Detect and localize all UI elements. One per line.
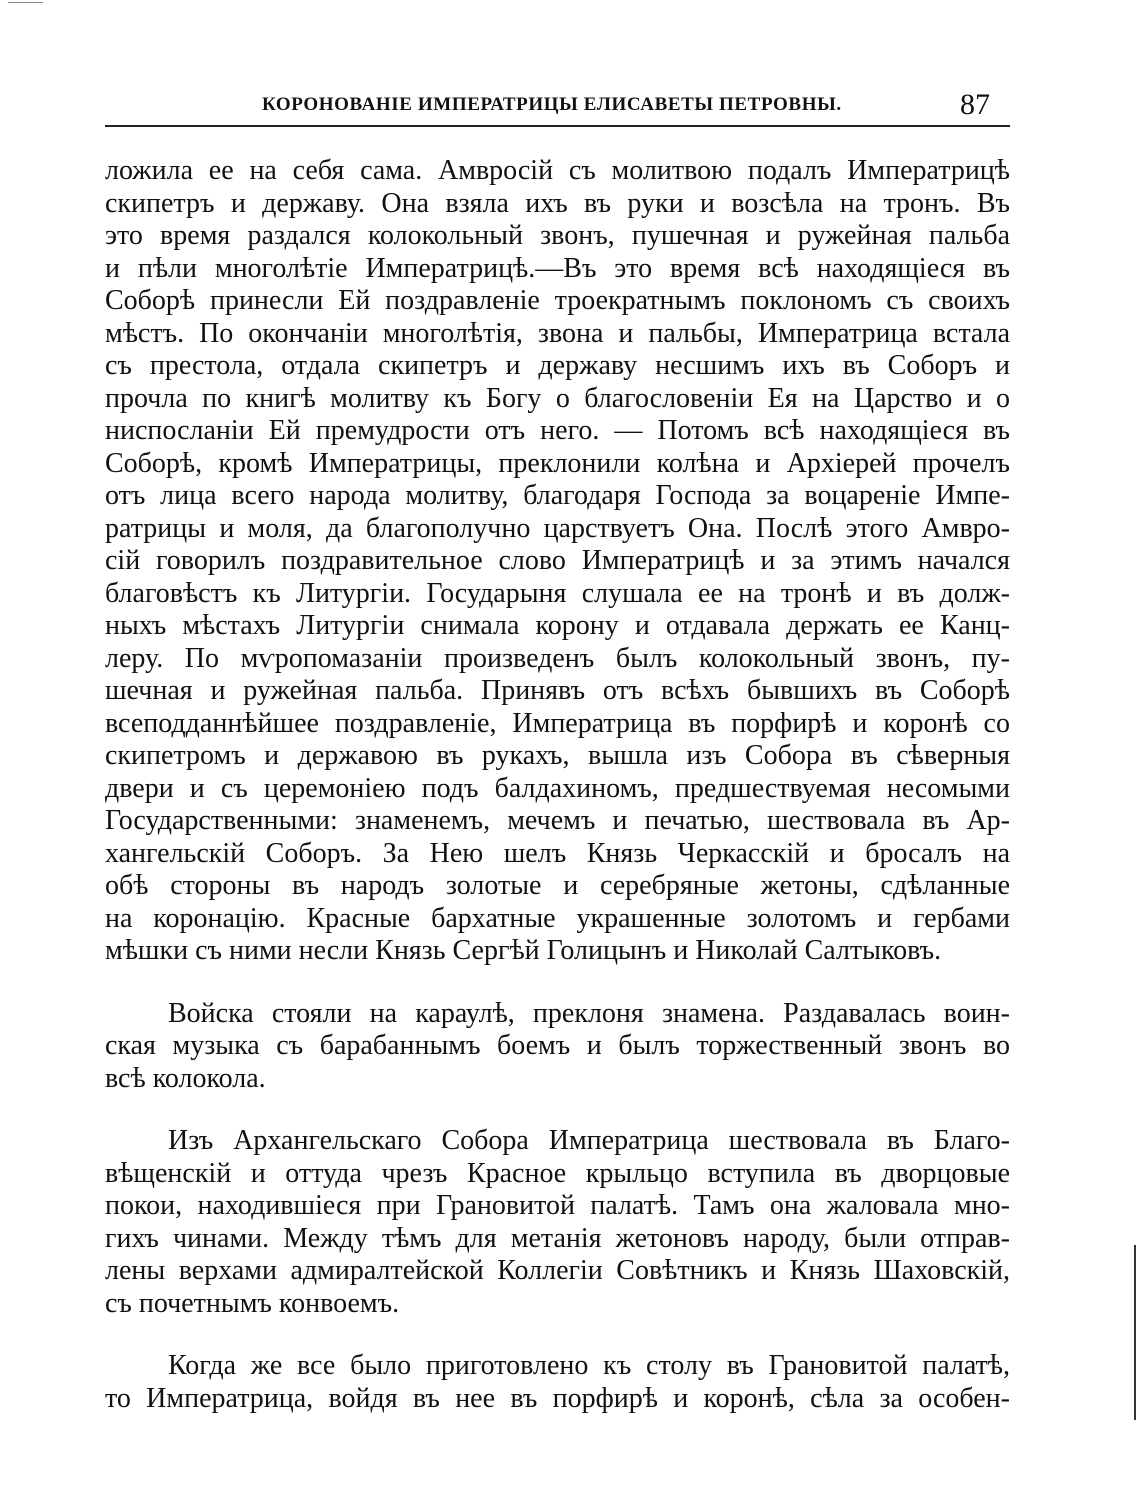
text-line: Соборѣ принесли Ей поздравленіе троекратнымъ поклономъ съ своихъ [105, 285, 1010, 316]
text-line: съ почетнымъ конвоемъ. [105, 1287, 400, 1319]
text-line: скипетръ и державу. Она взяла ихъ въ руки и возсѣла на тронъ. Въ [105, 187, 1010, 219]
text-line: ложила ее на себя сама. Амвросій съ молитвою подалъ Императрицѣ [105, 155, 1010, 186]
paragraph-gap [105, 968, 1010, 998]
running-title: КОРОНОВАНІЕ ИМПЕРАТРИЦЫ ЕЛИСАВЕТЫ ПЕТРОВНЫ. [262, 94, 842, 115]
paragraph [105, 1125, 1010, 1320]
text-line: ская музыка съ барабаннымъ боемъ и былъ торжественный звонъ во [105, 1030, 1010, 1061]
text-line: и пѣли многолѣтіе Императрицѣ.—Въ это время всѣ находящіеся въ [105, 252, 1010, 284]
text-line: вѣщенскій и оттуда чрезъ Красное крыльцо вступила въ дворцовые [105, 1157, 1010, 1189]
text-line: то Императрица, войдя въ нее въ порфирѣ и коронѣ, сѣла за особен- [105, 1382, 1010, 1414]
text-line: благовѣстъ къ Литургіи. Государыня слушала ее на тронѣ и въ долж- [105, 577, 1010, 609]
paragraph-gap [105, 1320, 1010, 1350]
text-line: Изъ Архангельскаго Собора Императрица шествовала въ Благо- [168, 1125, 1010, 1156]
text-line: Соборѣ, кромѣ Императрицы, преклонили колѣна и Архіерей прочелъ [105, 447, 1010, 479]
paragraph [105, 998, 1010, 1096]
paragraph-gap [105, 1095, 1010, 1125]
text-line: ратрицы и моля, да благополучно царствуетъ Она. Послѣ этого Амвро- [105, 512, 1010, 544]
text-line: покои, находившіеся при Грановитой палатѣ. Тамъ она жаловала мно- [105, 1190, 1010, 1221]
text-line: отъ лица всего народа молитву, благодаря Господа за воцареніе Импе- [105, 480, 1010, 511]
page-number: 87 [960, 88, 990, 121]
text-line: это время раздался колокольный звонъ, пушечная и ружейная пальба [105, 220, 1010, 251]
text-line: на коронацію. Красные бархатные украшенные золотомъ и гербами [105, 902, 1010, 934]
page-header [105, 88, 1010, 124]
text-line: прочла по книгѣ молитву къ Богу о благословеніи Ея на Царство и о [105, 382, 1010, 414]
paragraph [105, 155, 1010, 968]
text-line: съ престола, отдала скипетръ и державу несшимъ ихъ въ Соборъ и [105, 350, 1010, 381]
page-edge-shadow [1134, 1245, 1136, 1420]
text-line: ныхъ мѣстахъ Литургіи снимала корону и отдавала держать ее Канц- [105, 610, 1010, 641]
text-line: обѣ стороны въ народъ золотые и серебряные жетоны, сдѣланные [105, 870, 1010, 901]
text-line: Государственными: знаменемъ, мечемъ и печатью, шествовала въ Ар- [105, 805, 1010, 836]
text-line: шечная и ружейная пальба. Принявъ отъ всѣхъ бывшихъ въ Соборѣ [105, 675, 1010, 706]
text-line: хангельскій Соборъ. За Нею шелъ Князь Черкасскій и бросалъ на [105, 837, 1010, 869]
scan-corner-mark [8, 2, 43, 3]
text-line: всѣ колокола. [105, 1062, 266, 1094]
text-line: гихъ чинами. Между тѣмъ для метанія жетоновъ народу, были отправ- [105, 1222, 1010, 1254]
text-line: Войска стояли на караулѣ, преклоня знамена. Раздавалась воин- [168, 997, 1010, 1029]
text-line: мѣстъ. По окончаніи многолѣтія, звона и пальбы, Императрица встала [105, 317, 1010, 349]
text-line: всеподданнѣйшее поздравленіе, Императрица въ порфирѣ и коронѣ со [105, 707, 1010, 739]
text-line: лены верхами адмиралтейской Коллегіи Совѣтникъ и Князь Шаховскій, [105, 1255, 1010, 1286]
header-rule [105, 125, 1010, 127]
text-line: Когда же все было приготовлено къ столу въ Грановитой палатѣ, [168, 1350, 1010, 1381]
text-line: двери и съ церемоніею подъ балдахиномъ, предшествуемая несомыми [105, 772, 1010, 804]
text-line: мѣшки съ ними несли Князь Сергѣй Голицынъ и Николай Салтыковъ. [105, 935, 942, 966]
text-line: скипетромъ и державою въ рукахъ, вышла изъ Собора въ сѣверныя [105, 740, 1010, 771]
paragraph [105, 1350, 1010, 1415]
body-text [105, 155, 1010, 1415]
text-line: леру. По мѵропомазаніи произведенъ былъ колокольный звонъ, пу- [105, 642, 1010, 674]
text-line: сій говорилъ поздравительное слово Императрицѣ и за этимъ начался [105, 545, 1010, 576]
text-line: ниспосланіи Ей премудрости отъ него. — Потомъ всѣ находящіеся въ [105, 415, 1010, 446]
